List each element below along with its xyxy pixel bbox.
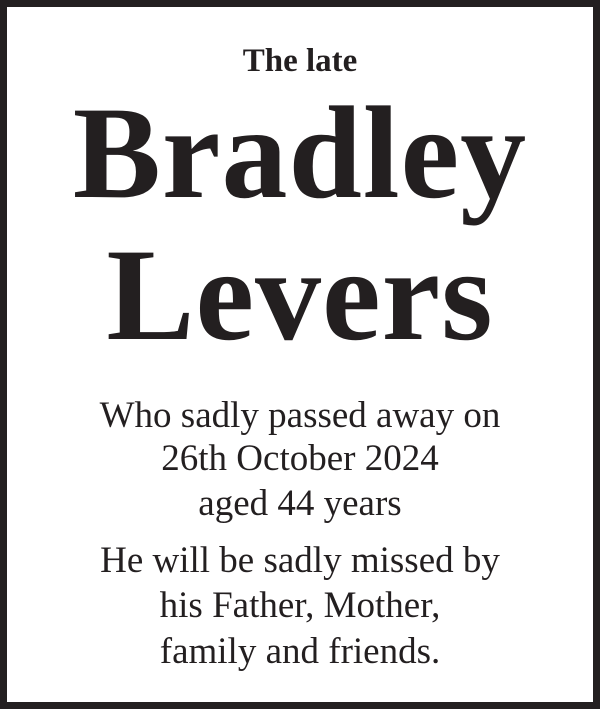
death-line-1: Who sadly passed away on [99, 395, 501, 436]
death-date: 26th October 2024 [161, 438, 439, 479]
age-line: aged 44 years [198, 483, 402, 524]
message-line-3: family and friends. [159, 631, 441, 672]
first-name: Bradley [72, 79, 528, 226]
message-line-2: his Father, Mother, [159, 585, 441, 626]
intro-text: The late [242, 43, 358, 79]
message-line-1: He will be sadly missed by [100, 540, 500, 581]
last-name: Levers [106, 221, 494, 368]
